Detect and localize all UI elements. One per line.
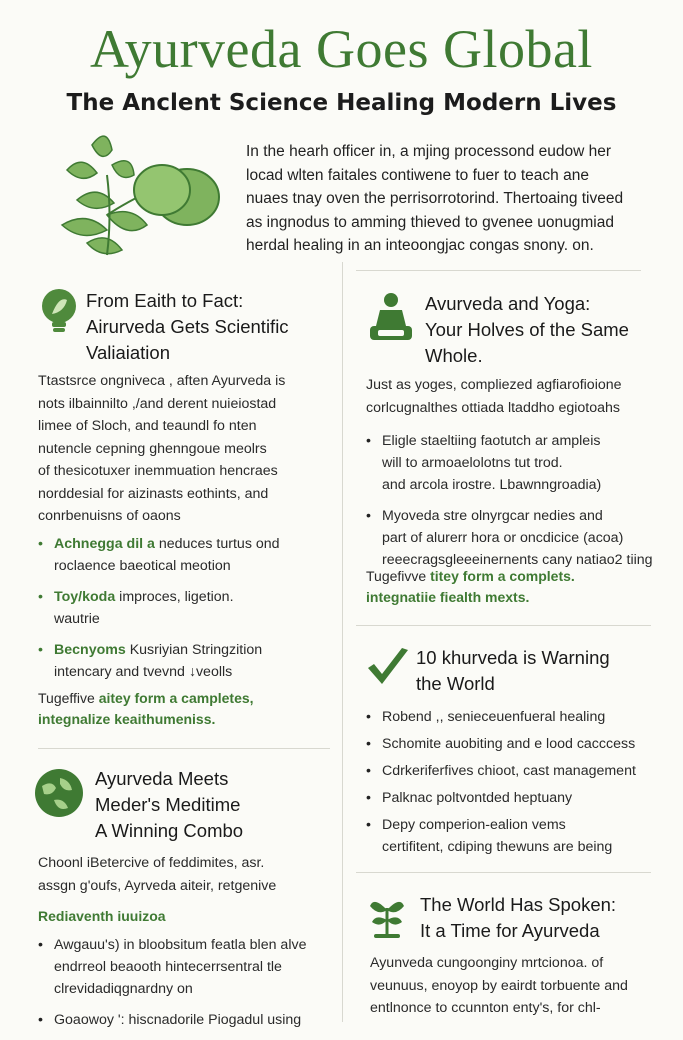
- plant-sprout-icon: [366, 892, 408, 940]
- list-item: • Cdrkeriferfives chioot, cast management: [366, 760, 636, 782]
- section-title: Avurveda and Yoga: Your Holves of the Same Whole.: [425, 293, 629, 366]
- divider: [356, 625, 651, 626]
- page-title: Ayurveda Goes Global: [90, 19, 593, 79]
- divider: [356, 270, 641, 271]
- section-paragraph: Ttastsrce ongniveca , aften Ayurveda is nots ilbainnilto ,/and derent nuieiostad limee of Sloch, and teaundl fo nten nutencle cepning ghenngoue meolrs of thesicotuxer inemmuation hencraes norddesial for aizinasts eothints, and conrbenuisns of oaons: [38, 373, 286, 524]
- section-title: Ayurveda Meets Meder's Meditime A Winning Combo: [95, 768, 244, 841]
- bullet-list: [366, 706, 636, 867]
- list-item: • Toy/koda improces, ligetion. wautrie: [38, 586, 280, 630]
- section-sublabel: Rediaventh iuuizoa: [38, 908, 166, 924]
- section-paragraph: Ayunveda cungoonginy mrtcionoa. of veunuus, enoyop by eairdt torbuente and entlnonce to ccunnton enty's, for chl-: [370, 955, 628, 1016]
- section-summary: Tugeffive aitey form a campletes, integnalize keaithumeniss.: [38, 690, 254, 727]
- list-item: • Achnegga dil a neduces turtus ond roclaence baeotical meotion: [38, 533, 280, 577]
- section-title: From Eaith to Fact: Airurveda Gets Scientific Valiaiation: [86, 290, 289, 363]
- column-divider: [342, 262, 343, 1022]
- list-item: • Robend ,, senieceuenfueral healing: [366, 706, 636, 728]
- bullet-list: [38, 934, 306, 1040]
- list-item: • Goaowoy ': hiscnadorile Piogadul using: [38, 1009, 306, 1031]
- section-paragraph: Choonl iBetercive of feddimites, asr. assgn g'oufs, Ayrveda aiteir, retgenive: [38, 855, 277, 894]
- list-item: • Schomite auobiting and e lood cacccess: [366, 733, 636, 755]
- divider: [356, 872, 651, 873]
- bullet-list: [38, 533, 280, 692]
- list-item: • Depy comperion-ealion vems certifitent, cdiping thewuns are being: [366, 814, 636, 858]
- divider: [38, 748, 330, 749]
- section-title: The World Has Spoken: It a Time for Ayurveda: [420, 894, 617, 941]
- list-item: • Palknac poltvontded heptuany: [366, 787, 636, 809]
- page-subtitle: The Anclent Science Healing Modern Lives: [66, 90, 617, 116]
- list-item: • Myoveda stre olnyrgcar nedies and part of alurerr hora or oncdicice (acoa) reeecragsgleeeinernents cany natiao2 tiing: [366, 505, 653, 571]
- section-paragraph: Just as yoges, compliezed agfiarofioione corlcugnalthes ottiada ltaddho egiotoahs: [366, 377, 622, 416]
- lightbulb-leaf-icon: [40, 288, 78, 336]
- section-title: 10 khurveda is Warning the World: [416, 647, 610, 694]
- list-item: • Becnyoms Kusriyian Stringzition intencary and tvevnd ↓veolls: [38, 639, 280, 683]
- intro-paragraph: In the hearh officer in, a mjing processond eudow her locad wlten faitales contiwene to fuer to teach ane nuaes tnay oven the perrisorrotorind. Thertoaing tiveed as ingnodus to amming thieved to gvenee uonugmiad herdal healing in an inteoongjac congas snony. on.: [246, 143, 624, 254]
- list-item: • Eligle staeltiing faotutch ar ampleis will to armoaelolotns tut trod. and arcola irostre. Lbawnngroadia): [366, 430, 653, 496]
- bullet-list: [366, 430, 653, 580]
- herb-leaves-icon: [52, 125, 227, 265]
- globe-leaf-icon: [34, 768, 84, 818]
- meditation-figure-icon: [366, 292, 416, 344]
- list-item: • Awgauu's) in bloobsitum featla blen alve endrreol beaooth hintecerrsentral tle clrevidadiqgnardny on: [38, 934, 306, 1000]
- section-summary: Tugefivve titey form a complets. integnatiie fiealth mexts.: [366, 568, 575, 605]
- checkmark-icon: [366, 646, 410, 688]
